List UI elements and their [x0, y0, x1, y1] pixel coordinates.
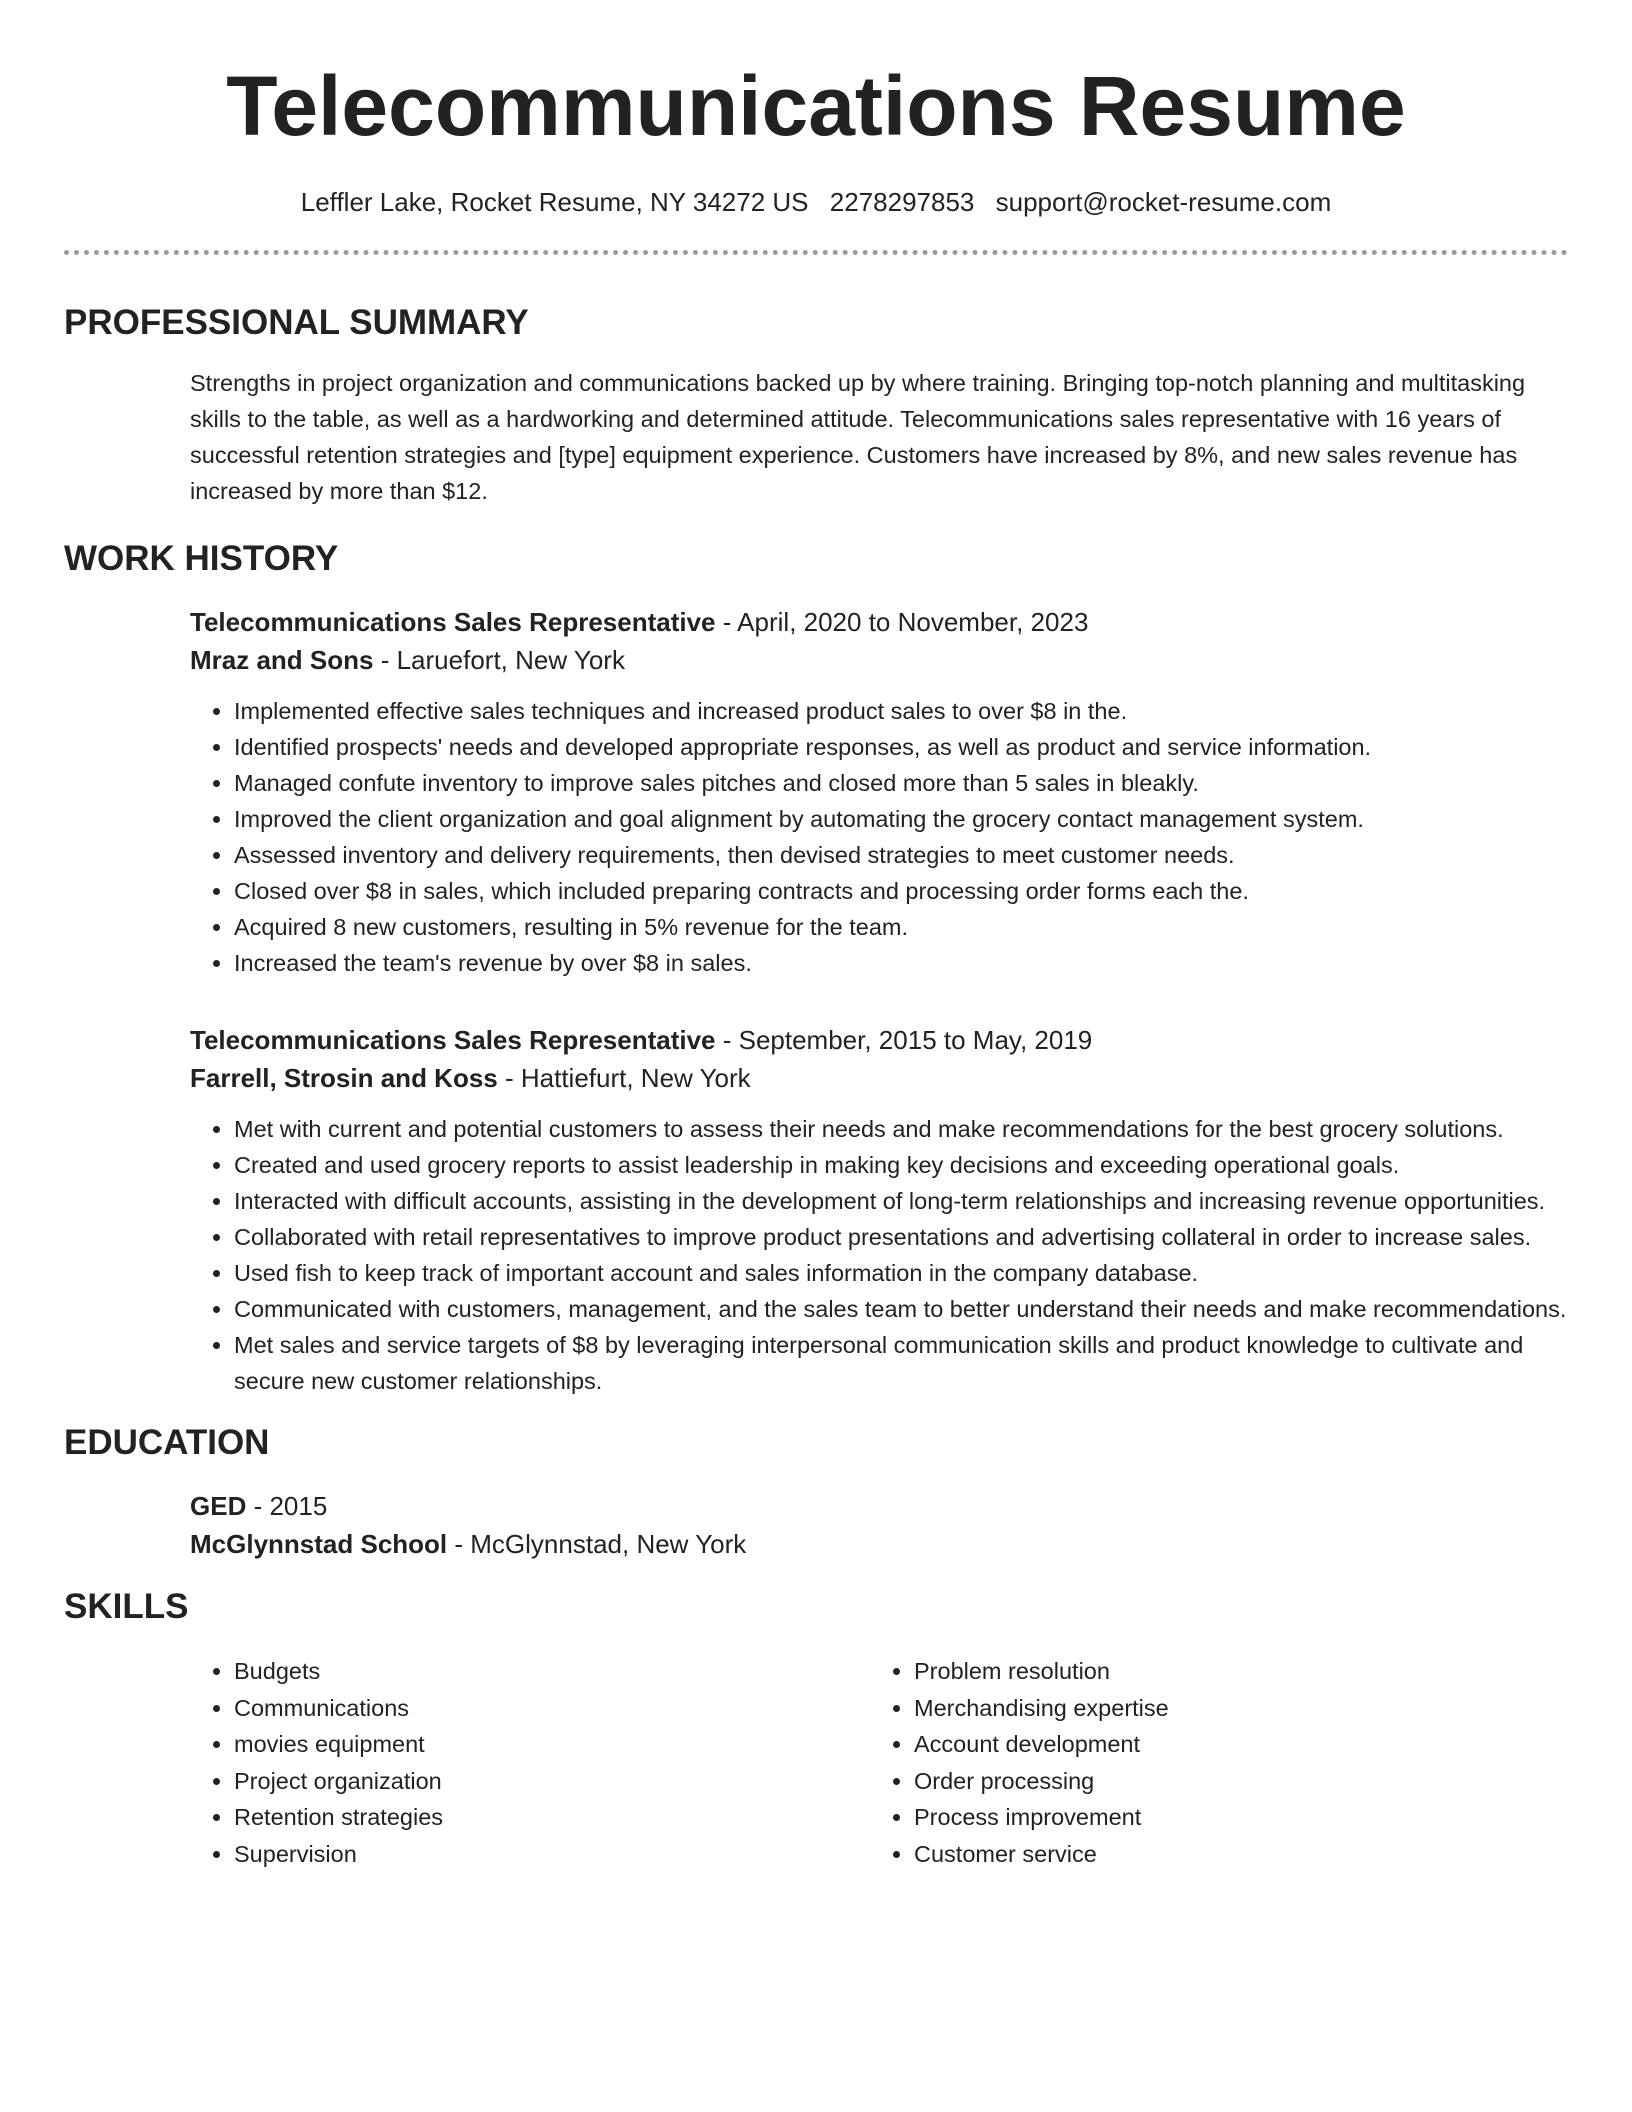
education-degree-line [190, 1487, 1568, 1525]
job-entry [190, 1021, 1568, 1399]
job-bullet-list [190, 1111, 1568, 1399]
job-bullet: • Interacted with difficult accounts, assisting in the development of long-term relationships and increasing revenue opportunities. [234, 1183, 1568, 1219]
job-company: Mraz and Sons [190, 645, 374, 675]
summary-heading: PROFESSIONAL SUMMARY [64, 303, 529, 342]
job-title: Telecommunications Sales Representative [190, 1025, 716, 1055]
education-school: McGlynnstad School [190, 1529, 448, 1559]
job-entry [190, 603, 1568, 981]
job-bullet: • Managed confute inventory to improve sales pitches and closed more than 5 sales in bleakly. [234, 765, 1568, 801]
skill-item: • Process improvement [914, 1799, 1550, 1836]
header-divider [64, 250, 1568, 255]
education-entry [190, 1487, 1568, 1563]
resume-title: Telecommunications Resume [226, 59, 1406, 153]
job-bullet: • Identified prospects' needs and developed appropriate responses, as well as product and service information. [234, 729, 1568, 765]
job-title: Telecommunications Sales Representative [190, 607, 716, 637]
skills-column-right [870, 1653, 1550, 1872]
job-bullet: • Created and used grocery reports to assist leadership in making key decisions and exceeding operational goals. [234, 1147, 1568, 1183]
resume-page [64, 0, 1568, 1872]
job-bullet: • Collaborated with retail representatives to improve product presentations and advertising collateral in order to increase sales. [234, 1219, 1568, 1255]
skill-item: • Retention strategies [234, 1799, 870, 1836]
skill-item: • movies equipment [234, 1726, 870, 1763]
job-bullet: • Implemented effective sales techniques and increased product sales to over $8 in the. [234, 693, 1568, 729]
job-bullet: • Acquired 8 new customers, resulting in 5% revenue for the team. [234, 909, 1568, 945]
job-company-line [190, 1059, 1568, 1097]
job-title-line [190, 1021, 1568, 1059]
job-title-line [190, 603, 1568, 641]
contact-address: Leffler Lake, Rocket Resume, NY 34272 US [300, 187, 809, 217]
job-location: - Laruefort, New York [380, 645, 625, 675]
education-degree: GED [190, 1491, 247, 1521]
education-school-line [190, 1525, 1568, 1563]
job-bullet: • Closed over $8 in sales, which included preparing contracts and processing order forms each the. [234, 873, 1568, 909]
job-bullet: • Communicated with customers, management, and the sales team to better understand their needs and make recommendations. [234, 1291, 1568, 1327]
skill-item: • Order processing [914, 1763, 1550, 1800]
education-year: - 2015 [253, 1491, 328, 1521]
job-bullet: • Used fish to keep track of important account and sales information in the company database. [234, 1255, 1568, 1291]
summary-text: Strengths in project organization and communications backed up by where training. Bringing top-notch planning and multitasking skills to the table, as well as a hardworking and determined attitude. Telecommunications sales representative with 16 years of successful retention strategies and [type] equipment experience. Customers have increased by 8%, and new sales revenue has increased by more than $12. [190, 370, 1526, 504]
work-history-heading: WORK HISTORY [64, 539, 339, 578]
job-bullet: • Met sales and service targets of $8 by leveraging interpersonal communication skills and product knowledge to cultivate and secure new customer relationships. [234, 1327, 1568, 1399]
skill-item: • Communications [234, 1690, 870, 1727]
job-location: - Hattiefurt, New York [504, 1063, 751, 1093]
skill-item: • Supervision [234, 1836, 870, 1873]
education-location: - McGlynnstad, New York [454, 1529, 747, 1559]
skills-list [190, 1653, 1568, 1872]
skill-item: • Project organization [234, 1763, 870, 1800]
skill-item: • Problem resolution [914, 1653, 1550, 1690]
skill-item: • Merchandising expertise [914, 1690, 1550, 1727]
job-company: Farrell, Strosin and Koss [190, 1063, 498, 1093]
job-company-line [190, 641, 1568, 679]
job-bullet: • Improved the client organization and goal alignment by automating the grocery contact management system. [234, 801, 1568, 837]
education-heading: EDUCATION [64, 1423, 270, 1462]
job-bullet: • Met with current and potential customers to assess their needs and make recommendations for the best grocery solutions. [234, 1111, 1568, 1147]
job-bullet: • Assessed inventory and delivery requirements, then devised strategies to meet customer needs. [234, 837, 1568, 873]
skills-heading: SKILLS [64, 1587, 189, 1626]
skill-item: • Budgets [234, 1653, 870, 1690]
skill-item: • Customer service [914, 1836, 1550, 1873]
contact-email: support@rocket-resume.com [995, 187, 1332, 217]
job-bullet-list [190, 693, 1568, 981]
skills-column-left [190, 1653, 870, 1872]
skill-item: • Account development [914, 1726, 1550, 1763]
job-bullet: • Increased the team's revenue by over $8 in sales. [234, 945, 1568, 981]
job-dates: - April, 2020 to November, 2023 [722, 607, 1089, 637]
contact-phone: 2278297853 [829, 187, 975, 217]
job-dates: - September, 2015 to May, 2019 [722, 1025, 1093, 1055]
contact-line [64, 184, 1568, 220]
